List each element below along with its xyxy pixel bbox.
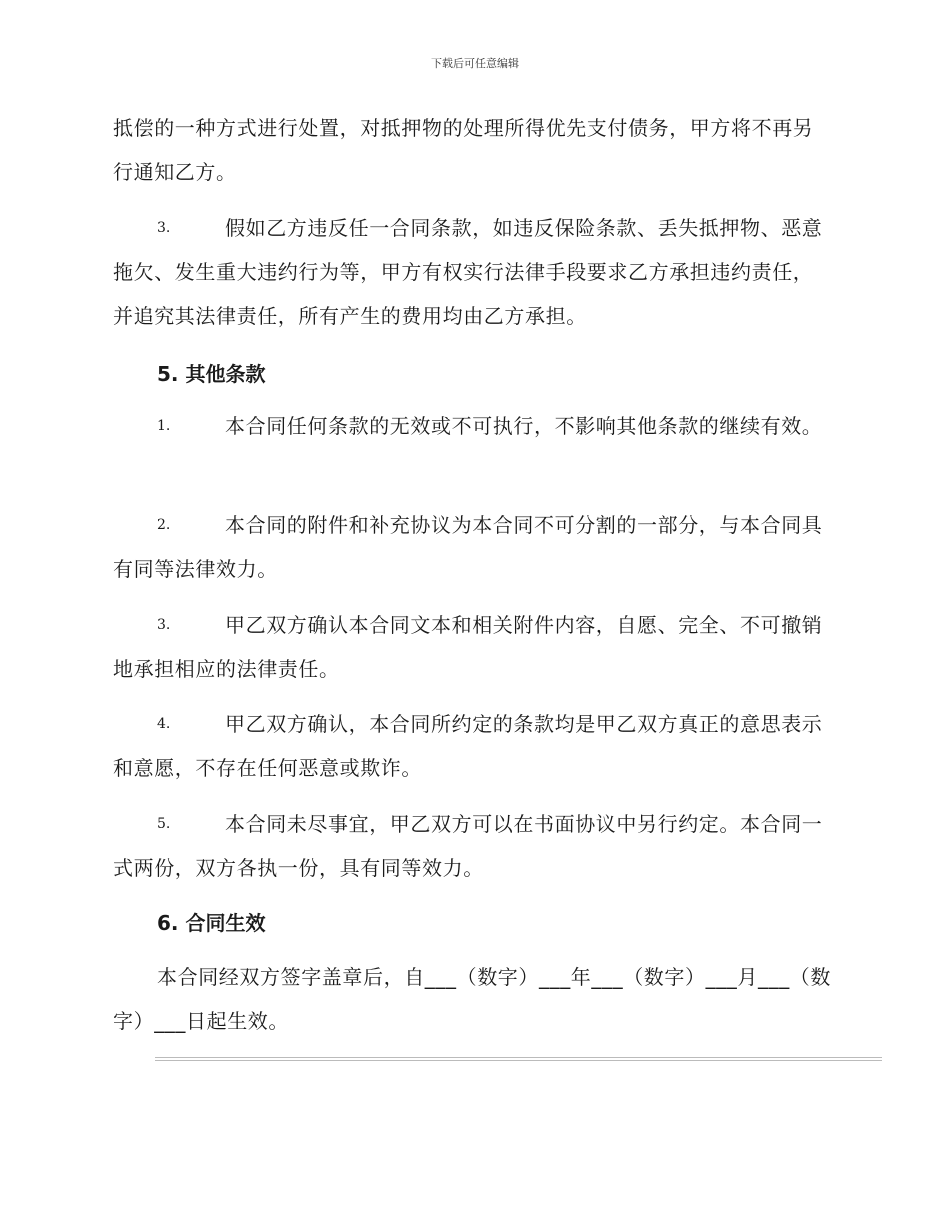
item-text: 本合同任何条款的无效或不可执行，不影响其他条款的继续有效。 [225, 414, 823, 438]
item-number: 4. [157, 716, 171, 732]
divider [155, 1057, 882, 1061]
item-number: 3. [157, 220, 171, 236]
effective-clause: 本合同经双方签字盖章后，自___（数字）___年___（数字）___月___（数字）___日起生效。 [113, 965, 831, 1033]
paragraph-continued: 抵偿的一种方式进行处置，对抵押物的处理所得优先支付债务，甲方将不再另行通知乙方。 [113, 116, 814, 184]
item-number: 1. [157, 418, 171, 434]
item-text: 甲乙双方确认，本合同所约定的条款均是甲乙双方真正的意思表示和意愿，不存在任何恶意或欺诈。 [113, 712, 823, 780]
item-number: 3. [157, 617, 171, 633]
item-text: 本合同的附件和补充协议为本合同不可分割的一部分，与本合同具有同等法律效力。 [113, 513, 823, 581]
item-text: 本合同未尽事宜，甲乙双方可以在书面协议中另行约定。本合同一式两份，双方各执一份，具有同等效力。 [113, 812, 823, 880]
item-text: 甲乙双方确认本合同文本和相关附件内容，自愿、完全、不可撤销地承担相应的法律责任。 [113, 613, 823, 681]
item-number: 5. [157, 816, 171, 832]
section-heading: 5. 其他条款 [157, 362, 266, 386]
page-header: 下载后可任意编辑 [431, 57, 519, 70]
section-heading: 6. 合同生效 [157, 911, 266, 935]
item-number: 2. [157, 517, 171, 533]
item-text: 假如乙方违反任一合同条款，如违反保险条款、丢失抵押物、恶意拖欠、发生重大违约行为等，甲方有权实行法律手段要求乙方承担违约责任，并追究其法律责任，所有产生的费用均由乙方承担。 [113, 216, 823, 328]
